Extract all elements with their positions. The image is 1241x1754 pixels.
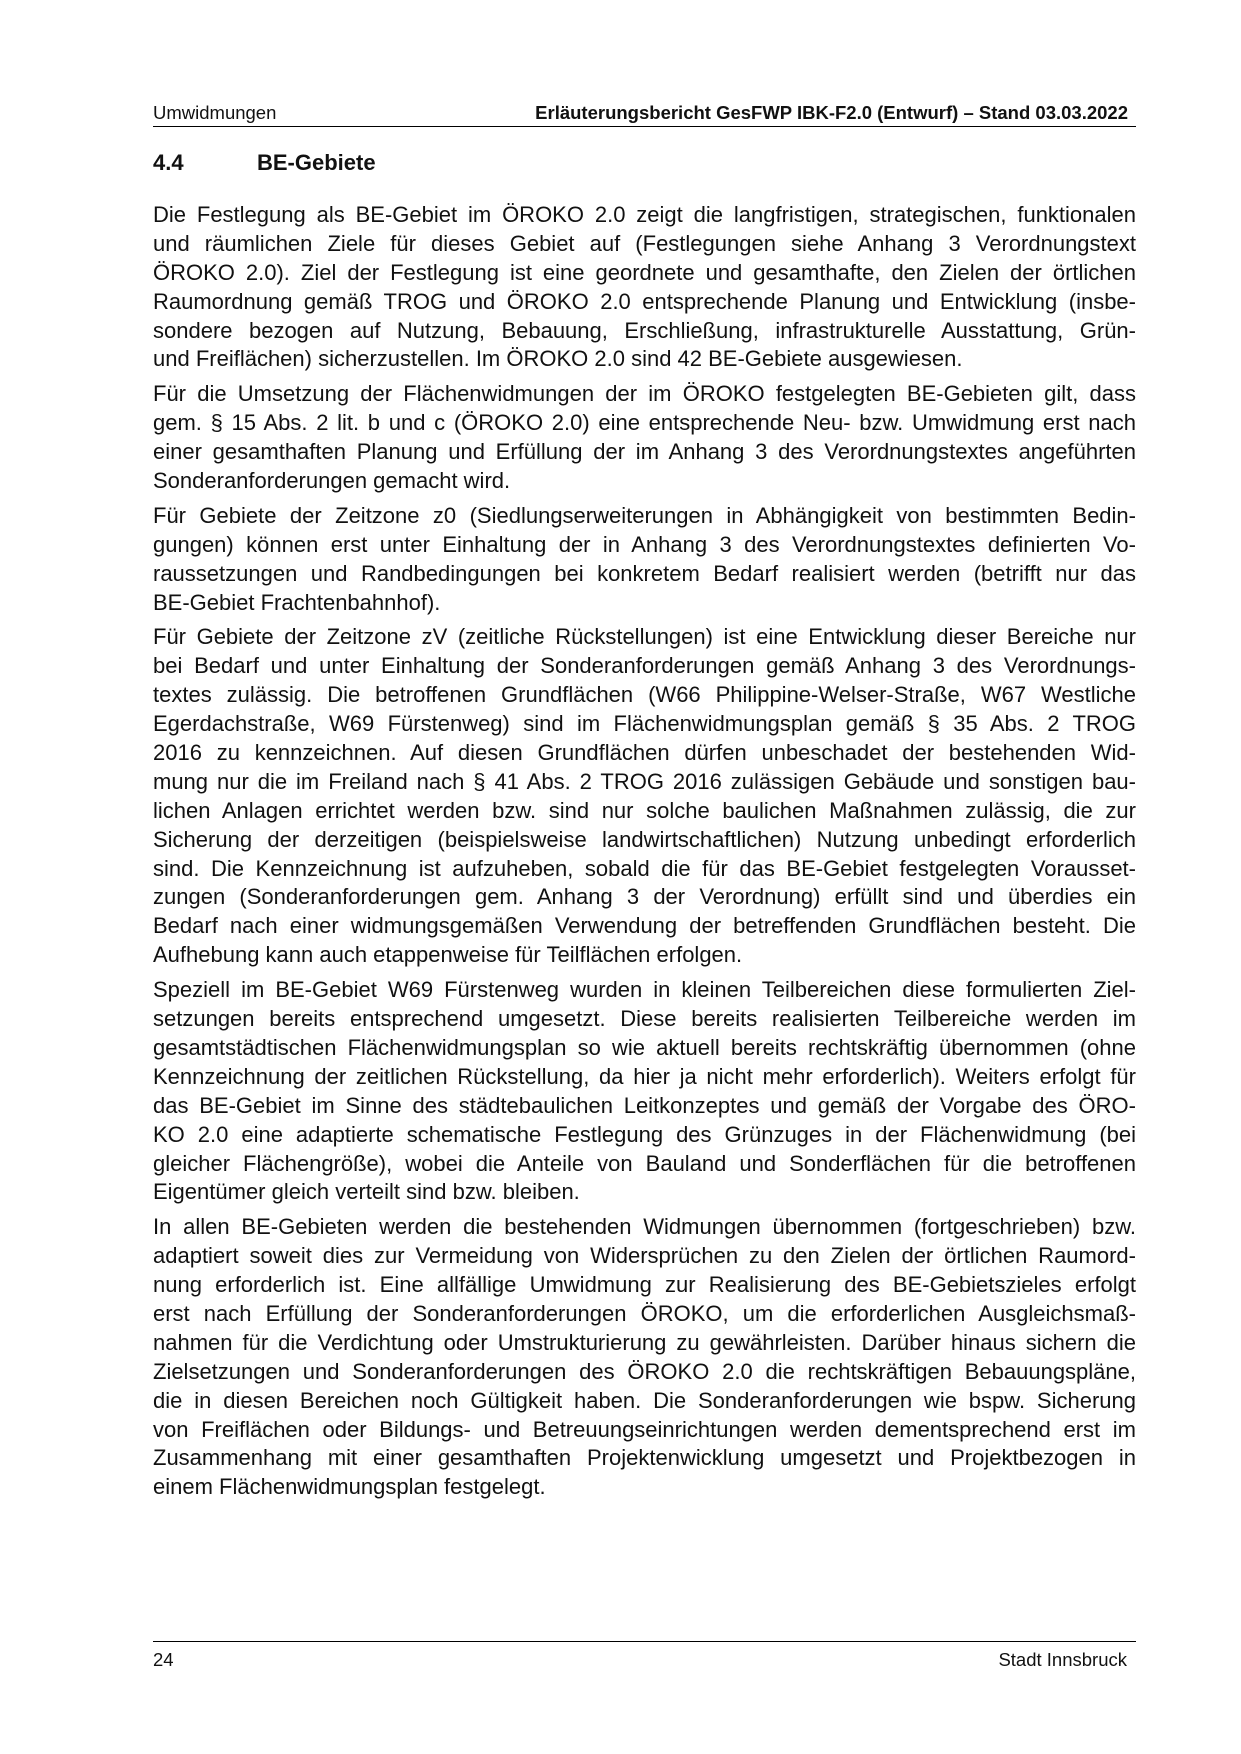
text-line: 2016 zu kennzeichnen. Auf diesen Grundflächen dürfen unbeschadet der bestehenden Wid-: [153, 740, 1136, 766]
text-line: ÖROKO 2.0). Ziel der Festlegung ist eine geordnete und gesamthafte, den Zielen der örtlichen: [153, 259, 1136, 285]
text-line: Zielsetzungen und Sonderanforderungen des ÖROKO 2.0 die rechtskräftigen Bebauungspläne,: [153, 1358, 1136, 1384]
text-line: Zusammenhang mit einer gesamthaften Projektenwicklung umgesetzt und Projektbezogen in: [153, 1445, 1136, 1471]
body-text: [153, 201, 1136, 1508]
paragraph: [153, 201, 1136, 374]
text-line: Für Gebiete der Zeitzone z0 (Siedlungserweiterungen in Abhängigkeit von bestimmten Bedin-: [153, 502, 1136, 528]
text-line: gungen) können erst unter Einhaltung der in Anhang 3 des Verordnungstextes definierten Vo-: [153, 531, 1136, 557]
text-line: einer gesamthaften Planung und Erfüllung der im Anhang 3 des Verordnungstextes angeführten: [153, 439, 1136, 465]
text-line: Die Festlegung als BE-Gebiet im ÖROKO 2.0 zeigt die langfristigen, strategischen, funktionalen: [153, 202, 1136, 227]
text-line: und Freiflächen) sicherzustellen. Im ÖROKO 2.0 sind 42 BE-Gebiete ausgewiesen.: [153, 346, 963, 372]
text-line: textes zulässig. Die betroffenen Grundflächen (W66 Philippine-Welser-Straße, W67 Westliche: [153, 682, 1136, 708]
text-line: Raumordnung gemäß TROG und ÖROKO 2.0 entsprechende Planung und Entwicklung (insbe-: [153, 288, 1136, 314]
text-line: Sonderanforderungen gemacht wird.: [153, 468, 511, 494]
text-line: Speziell im BE-Gebiet W69 Fürstenweg wurden in kleinen Teilbereichen diese formulierten Ziel-: [153, 977, 1136, 1003]
text-line: nung erforderlich ist. Eine allfällige Umwidmung zur Realisierung des BE-Gebietszieles erfolgt: [153, 1272, 1136, 1298]
section-title: BE-Gebiete: [257, 150, 376, 175]
text-line: einem Flächenwidmungsplan festgelegt.: [153, 1474, 546, 1500]
text-line: von Freiflächen oder Bildungs- und Betreuungseinrichtungen werden dementsprechend erst im: [153, 1416, 1136, 1442]
text-line: gesamtstädtischen Flächenwidmungsplan so wie aktuell bereits rechtskräftig übernommen (ohne: [153, 1034, 1136, 1060]
paragraph: [153, 623, 1136, 970]
section-heading: [153, 149, 376, 177]
text-line: setzungen bereits entsprechend umgesetzt. Diese bereits realisierten Teilbereiche werden im: [153, 1006, 1136, 1032]
text-line: adaptiert soweit dies zur Vermeidung von Widersprüchen zu den Zielen der örtlichen Raumord-: [153, 1243, 1136, 1269]
paragraph: [153, 976, 1136, 1207]
text-line: Egerdachstraße, W69 Fürstenweg) sind im Flächenwidmungsplan gemäß § 35 Abs. 2 TROG: [153, 711, 1136, 737]
text-line: Sicherung der derzeitigen (beispielsweise landwirtschaftlichen) Nutzung unbedingt erforderlich: [153, 826, 1136, 852]
text-line: Eigentümer gleich verteilt sind bzw. bleiben.: [153, 1179, 580, 1205]
text-line: bei Bedarf und unter Einhaltung der Sonderanforderungen gemäß Anhang 3 des Verordnungs-: [153, 653, 1136, 679]
text-line: die in diesen Bereichen noch Gültigkeit haben. Die Sonderanforderungen wie bspw. Sicherung: [153, 1387, 1136, 1413]
footer-organization: Stadt Innsbruck: [998, 1649, 1127, 1670]
section-number: 4.4: [153, 150, 184, 175]
text-line: nahmen für die Verdichtung oder Umstrukturierung zu gewährleisten. Darüber hinaus sichern die: [153, 1329, 1136, 1355]
header-rule: [153, 126, 1136, 127]
text-line: lichen Anlagen errichtet werden bzw. sind nur solche baulichen Maßnahmen zulässig, die zur: [153, 797, 1136, 823]
page-number: 24: [153, 1649, 174, 1670]
text-line: gleicher Flächengröße), wobei die Anteile von Bauland und Sonderflächen für die betroffenen: [153, 1150, 1136, 1176]
text-line: das BE-Gebiet im Sinne des städtebaulichen Leitkonzeptes und gemäß der Vorgabe des ÖRO-: [153, 1092, 1136, 1118]
text-line: KO 2.0 eine adaptierte schematische Festlegung des Grünzuges in der Flächenwidmung (bei: [153, 1121, 1136, 1147]
text-line: Für Gebiete der Zeitzone zV (zeitliche Rückstellungen) ist eine Entwicklung dieser Bereiche nur: [153, 624, 1136, 650]
footer-rule: [153, 1641, 1136, 1642]
text-line: Für die Umsetzung der Flächenwidmungen der im ÖROKO festgelegten BE-Gebieten gilt, dass: [153, 381, 1136, 407]
text-line: sind. Die Kennzeichnung ist aufzuheben, sobald die für das BE-Gebiet festgelegten Vorausset-: [153, 855, 1136, 881]
paragraph: [153, 380, 1136, 496]
text-line: mung nur die im Freiland nach § 41 Abs. 2 TROG 2016 zulässigen Gebäude und sonstigen bau-: [153, 768, 1136, 794]
text-line: sondere bezogen auf Nutzung, Bebauung, Erschließung, infrastrukturelle Ausstattung, Grün-: [153, 317, 1136, 343]
text-line: gem. § 15 Abs. 2 lit. b und c (ÖROKO 2.0) eine entsprechende Neu- bzw. Umwidmung erst nach: [153, 410, 1136, 436]
text-line: erst nach Erfüllung der Sonderanforderungen ÖROKO, um die erforderlichen Ausgleichsmaß-: [153, 1300, 1136, 1326]
text-line: und räumlichen Ziele für dieses Gebiet auf (Festlegungen siehe Anhang 3 Verordnungstext: [153, 230, 1136, 256]
text-line: In allen BE-Gebieten werden die bestehenden Widmungen übernommen (fortgeschrieben) bzw.: [153, 1214, 1136, 1240]
paragraph: [153, 502, 1136, 618]
header-chapter: Umwidmungen: [153, 102, 277, 123]
text-line: BE-Gebiet Frachtenbahnhof).: [153, 589, 441, 615]
header-document-title: Erläuterungsbericht GesFWP IBK-F2.0 (Entwurf) – Stand 03.03.2022: [535, 102, 1128, 123]
text-line: raussetzungen und Randbedingungen bei konkretem Bedarf realisiert werden (betrifft nur das: [153, 560, 1136, 586]
paragraph: [153, 1213, 1136, 1502]
text-line: Aufhebung kann auch etappenweise für Teilflächen erfolgen.: [153, 942, 743, 968]
text-line: Kennzeichnung der zeitlichen Rückstellung, da hier ja nicht mehr erforderlich). Weiters erfolgt für: [153, 1063, 1136, 1089]
text-line: Bedarf nach einer widmungsgemäßen Verwendung der betreffenden Grundflächen besteht. Die: [153, 913, 1136, 939]
text-line: zungen (Sonderanforderungen gem. Anhang 3 der Verordnung) erfüllt sind und überdies ein: [153, 884, 1136, 910]
